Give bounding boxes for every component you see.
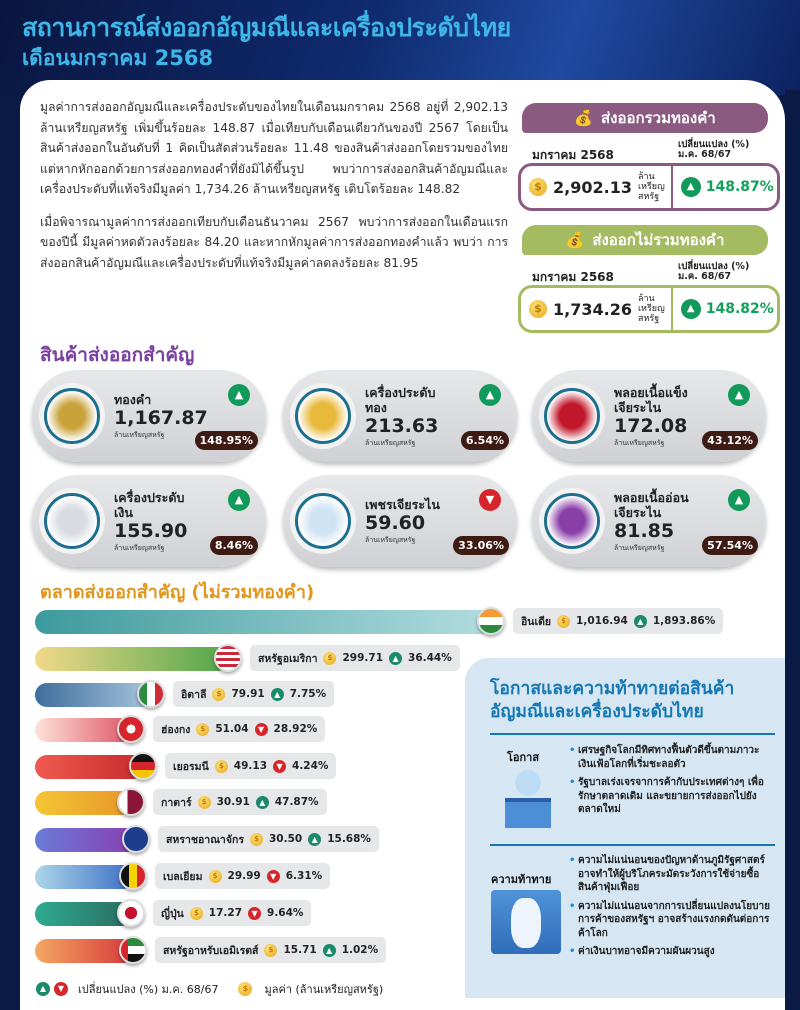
market-label — [155, 937, 386, 963]
market-name: อิตาลี — [181, 688, 207, 701]
product-value: 213.63 — [365, 414, 439, 437]
product-text — [365, 370, 451, 462]
product-image — [544, 493, 600, 549]
up-arrow-icon: ▲ — [728, 489, 750, 511]
challenge-item: • ความไม่แน่นอนของปัญหาด้านภูมิรัฐศาสตร์ อาจทำให้ผู้บริโภคระมัดระวังการใช้จ่ายซื้อสินค้าฟุ่มเฟือย — [569, 854, 781, 895]
market-value: 17.27 — [208, 907, 243, 919]
down-arrow-icon: ▼ — [255, 723, 268, 736]
legend-value-label: มูลค่า (ล้านเหรียญสหรัฐ) — [264, 983, 384, 996]
coin-icon: $ — [198, 796, 211, 809]
box-period: มกราคม 2568 — [532, 270, 614, 284]
market-value: 29.99 — [227, 870, 261, 882]
page-title: สถานการณ์ส่งออกอัญมณีและเครื่องประดับไทย — [22, 13, 511, 42]
product-card — [283, 475, 517, 567]
coin-icon: $ — [209, 870, 222, 883]
markets-title: ตลาดส่งออกสำคัญ (ไม่รวมทองคำ) — [40, 582, 315, 603]
up-arrow-icon: ▲ — [308, 833, 321, 846]
outlook-title-line2: อัญมณีและเครื่องประดับไทย — [490, 702, 704, 722]
box-value-panel — [518, 163, 780, 211]
flag-belgium-icon — [119, 862, 147, 890]
product-card — [532, 370, 766, 462]
product-image — [295, 388, 351, 444]
market-change: 1,893.86% — [652, 615, 716, 627]
market-bar — [35, 647, 230, 671]
market-bar — [35, 683, 153, 707]
product-text — [114, 370, 208, 462]
challenge-item: • ความไม่แน่นอนจากการเปลี่ยนแปลงนโยบายการค้าของสหรัฐฯ อาจสร้างแรงกดดันต่อการค้าโลก — [569, 900, 781, 941]
market-name: เบลเยียม — [163, 870, 203, 883]
product-unit: ล้านเหรียญสหรัฐ — [114, 431, 165, 439]
product-value: 81.85 — [614, 519, 675, 542]
market-value: 1,016.94 — [576, 615, 628, 627]
divider — [671, 165, 673, 209]
coin-icon: $ — [238, 982, 252, 996]
divider — [671, 287, 673, 331]
product-value: 1,167.87 — [114, 407, 208, 429]
outlook-panel — [465, 658, 785, 998]
down-arrow-icon: ▼ — [273, 760, 286, 773]
flag-usa-icon — [214, 644, 242, 672]
market-value: 49.13 — [233, 760, 268, 772]
box-change-label — [678, 262, 749, 282]
up-arrow-icon: ▲ — [728, 384, 750, 406]
outlook-title — [490, 678, 734, 724]
coin-icon: $ — [323, 652, 336, 665]
product-name: เครื่องประดับเงิน — [114, 489, 185, 520]
summary-paragraph-1: มูลค่าการส่งออกอัญมณีและเครื่องประดับของไทยในเดือนมกราคม 2568 อยู่ที่ 2,902.13 ล้านเหรียญสหรัฐ เพิ่มขึ้นร้อยละ 148.87 เมื่อเทียบกับเดือนเดียวกันของปี 2567 โดยเป็นสินค้าส่งออกในอันดับที่ 1 คิดเป็นสัดส่วนร้อยละ 11.48 ของสินค้าส่งออกโดยรวมของไทย แต่หากหักออกด้วยการส่งออกทองคำที่ยังมิได้ขึ้นรูป พบว่าการส่งออกสินค้าอัญมณีและเครื่องประดับที่แท้จริงมีมูลค่า 1,734.26 ล้านเหรียญสหรัฐ เติบโตร้อยละ 148.82 — [40, 100, 508, 196]
product-value: 155.90 — [114, 519, 188, 542]
down-arrow-icon: ▼ — [267, 870, 280, 883]
change-label-line2: ม.ค. 68/67 — [678, 271, 732, 282]
product-card — [32, 370, 266, 462]
product-value: 172.08 — [614, 414, 688, 437]
product-name: พลอยเนื้อแข็ง เจียระไน — [614, 384, 688, 415]
money-bag-icon: 💰 — [574, 109, 594, 127]
market-label — [165, 753, 336, 779]
unit-line: ล้าน — [637, 172, 655, 182]
product-name: เครื่องประดับทอง — [365, 384, 436, 415]
lightbulb-box-icon — [501, 770, 556, 832]
challenge-list — [569, 854, 781, 964]
down-arrow-icon: ▼ — [248, 907, 261, 920]
market-name: กาตาร์ — [161, 796, 192, 809]
market-label — [250, 645, 460, 671]
flag-india-icon — [477, 607, 505, 635]
box-unit — [638, 172, 665, 202]
product-text — [365, 475, 451, 567]
product-name: ทองคำ — [114, 392, 152, 407]
market-label — [153, 900, 311, 926]
market-name: สหราชอาณาจักร — [166, 833, 244, 846]
market-value: 79.91 — [231, 688, 265, 700]
market-label — [155, 863, 330, 889]
coin-icon: $ — [196, 723, 209, 736]
challenge-label: ความท้าทาย — [491, 873, 552, 886]
flag-italy-icon — [137, 680, 165, 708]
flag-uk-icon — [122, 825, 150, 853]
box-value: 2,902.13 — [553, 177, 632, 197]
up-arrow-icon: ▲ — [256, 796, 269, 809]
opportunity-list — [569, 744, 781, 822]
market-change: 28.92% — [273, 723, 318, 735]
product-image — [44, 388, 100, 444]
coin-icon: $ — [250, 833, 263, 846]
change-label-line1: เปลี่ยนแปลง (%) — [678, 139, 750, 150]
market-change: 9.64% — [267, 907, 304, 919]
down-arrow-icon: ▼ — [479, 489, 501, 511]
market-change: 6.31% — [285, 870, 323, 882]
product-card — [283, 370, 517, 462]
product-text — [114, 475, 200, 567]
coin-icon: $ — [190, 907, 203, 920]
up-arrow-icon: ▲ — [681, 177, 701, 197]
flag-uae-icon — [119, 936, 147, 964]
up-arrow-icon: ▲ — [228, 384, 250, 406]
product-text — [614, 370, 700, 462]
product-name: เพชรเจียระไน — [365, 497, 440, 512]
legend — [36, 980, 383, 998]
box-header — [522, 225, 768, 255]
up-arrow-icon: ▲ — [228, 489, 250, 511]
product-change: 57.54% — [702, 536, 758, 555]
up-arrow-icon: ▲ — [323, 944, 336, 957]
market-name: ฮ่องกง — [161, 723, 191, 736]
market-name: สหรัฐอเมริกา — [258, 652, 318, 665]
up-arrow-icon: ▲ — [36, 982, 50, 996]
market-value: 30.91 — [216, 796, 250, 808]
product-card — [532, 475, 766, 567]
market-bar — [35, 610, 493, 634]
product-card — [32, 475, 266, 567]
summary-paragraph-2: เมื่อพิจารณามูลค่าการส่งออกเทียบกับเดือนธันวาคม 2567 พบว่าการส่งออกในเดือนแรกของปีนี้ มีมูลค่าหดตัวลงร้อยละ 84.20 และหากหักมูลค่าการส่งออกทองคำแล้ว พบว่า การส่งออกสินค้าอัญมณีและเครื่องประดับที่แท้จริงมีมูลค่าลดลงร้อยละ 81.95 — [40, 214, 508, 270]
page-subtitle: เดือนมกราคม 2568 — [22, 46, 214, 70]
product-image — [295, 493, 351, 549]
market-value: 51.04 — [215, 723, 249, 735]
legend-change-label: เปลี่ยนแปลง (%) ม.ค. 68/67 — [78, 983, 219, 996]
product-change: 6.54% — [461, 431, 509, 450]
flag-hk-icon — [117, 715, 145, 743]
market-change: 15.68% — [327, 833, 371, 845]
up-arrow-icon: ▲ — [479, 384, 501, 406]
flag-germany-icon — [129, 752, 157, 780]
market-name: สหรัฐอาหรับเอมิเรตส์ — [163, 944, 259, 957]
divider — [490, 733, 775, 735]
money-bag-icon: 💰 — [565, 231, 585, 249]
unit-line: สหรัฐ — [637, 314, 660, 324]
market-label — [173, 681, 334, 707]
product-unit: ล้านเหรียญสหรัฐ — [114, 543, 165, 552]
unit-line: เหรียญ — [637, 182, 665, 192]
box-value: 1,734.26 — [553, 299, 632, 319]
product-change: 33.06% — [453, 536, 509, 555]
breaking-wall-illustration-icon — [491, 890, 561, 954]
market-value: 30.50 — [268, 833, 303, 845]
up-arrow-icon: ▲ — [389, 652, 402, 665]
box-title: ส่งออกไม่รวมทองคำ — [592, 231, 725, 249]
unit-line: เหรียญ — [637, 304, 665, 314]
product-image — [544, 388, 600, 444]
box-change: 148.82% — [705, 301, 774, 317]
market-change: 47.87% — [274, 796, 319, 808]
product-text — [614, 475, 700, 567]
unit-line: สหรัฐ — [637, 192, 660, 202]
product-change: 43.12% — [702, 431, 758, 450]
coin-icon: $ — [557, 615, 570, 628]
product-unit: ล้านเหรียญสหรัฐ — [365, 536, 416, 544]
product-change: 8.46% — [210, 536, 258, 555]
challenge-item: • ค่าเงินบาทอาจมีความผันผวนสูง — [569, 945, 781, 959]
product-change: 148.95% — [195, 431, 258, 450]
market-label — [513, 608, 723, 634]
box-value-panel — [518, 285, 780, 333]
market-label — [153, 716, 325, 742]
box-title: ส่งออกรวมทองคำ — [601, 109, 716, 127]
product-image — [44, 493, 100, 549]
coin-icon: $ — [529, 300, 547, 318]
box-change: 148.87% — [705, 179, 774, 195]
product-value: 59.60 — [365, 512, 426, 534]
up-arrow-icon: ▲ — [681, 299, 701, 319]
opportunity-item: • รัฐบาลเร่งเจรจาการค้ากับประเทศต่างๆ เพื่อรักษาตลาดเดิม และขยายการส่งออกไปยังตลาดใหม่ — [569, 776, 781, 817]
flag-japan-icon — [117, 899, 145, 927]
market-label — [153, 789, 327, 815]
box-unit — [638, 294, 665, 324]
product-name: พลอยเนื้ออ่อน เจียระไน — [614, 489, 689, 520]
change-label-line2: ม.ค. 68/67 — [678, 149, 732, 160]
market-value: 299.71 — [342, 652, 384, 664]
market-label — [158, 826, 379, 852]
products-title: สินค้าส่งออกสำคัญ — [40, 344, 195, 366]
summary-text — [40, 97, 508, 273]
market-value: 15.71 — [283, 944, 317, 956]
down-arrow-icon: ▼ — [54, 982, 68, 996]
up-arrow-icon: ▲ — [634, 615, 647, 628]
box-header — [522, 103, 768, 133]
coin-icon: $ — [529, 178, 547, 196]
divider — [490, 844, 775, 846]
market-change: 7.75% — [289, 688, 327, 700]
coin-icon: $ — [212, 688, 225, 701]
product-unit: ล้านเหรียญสหรัฐ — [614, 543, 665, 552]
right-strip — [785, 90, 800, 999]
coin-icon: $ — [264, 944, 277, 957]
market-change: 4.24% — [292, 760, 329, 772]
market-change: 36.44% — [408, 652, 452, 664]
outlook-title-line1: โอกาสและความท้าทายต่อสินค้า — [490, 679, 735, 699]
change-label-line1: เปลี่ยนแปลง (%) — [678, 261, 750, 272]
market-row — [35, 610, 735, 634]
market-name: เยอรมนี — [173, 760, 209, 773]
market-name: อินเดีย — [521, 615, 552, 628]
opportunity-item: • เศรษฐกิจโลกมีทิศทางฟื้นตัวดีขึ้นตามภาวะเงินเฟ้อโลกที่เริ่มชะลอตัว — [569, 744, 781, 771]
market-change: 1.02% — [341, 944, 379, 956]
opportunity-label: โอกาส — [507, 751, 540, 764]
unit-line: ล้าน — [637, 294, 655, 304]
market-name: ญี่ปุ่น — [161, 907, 184, 920]
up-arrow-icon: ▲ — [271, 688, 284, 701]
box-change-label — [678, 140, 749, 160]
box-period: มกราคม 2568 — [532, 148, 614, 162]
flag-qatar-icon — [117, 788, 145, 816]
product-unit: ล้านเหรียญสหรัฐ — [365, 438, 416, 447]
product-unit: ล้านเหรียญสหรัฐ — [614, 438, 665, 447]
coin-icon: $ — [215, 760, 228, 773]
